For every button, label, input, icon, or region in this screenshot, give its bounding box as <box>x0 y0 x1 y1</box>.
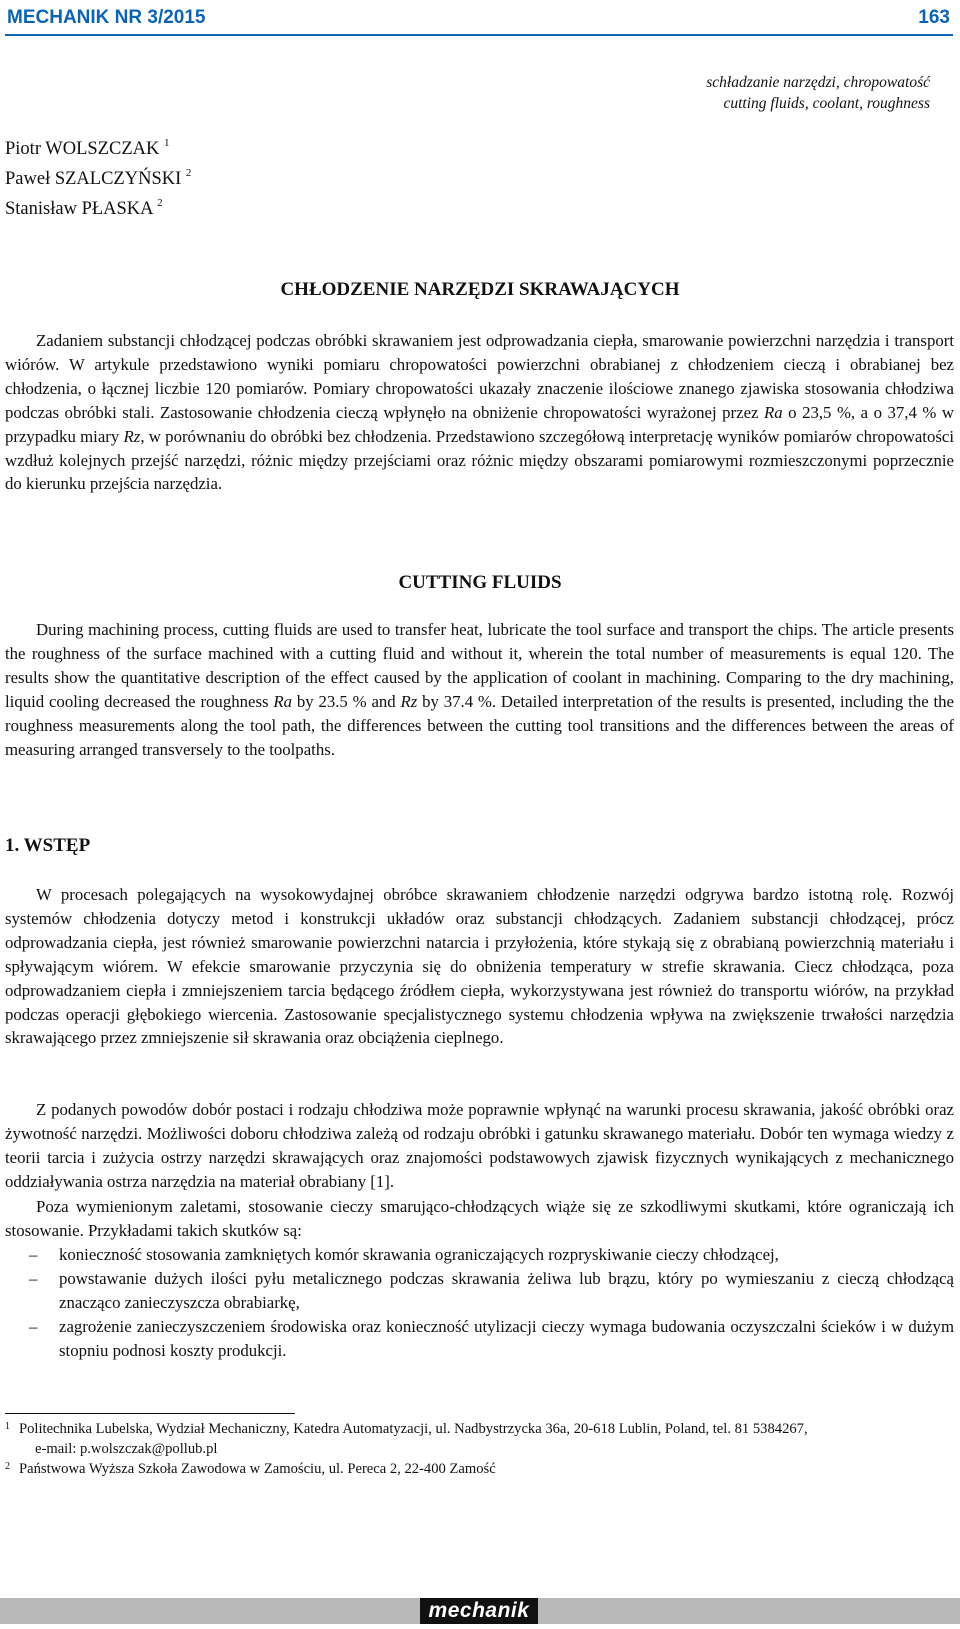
article-title-en: CUTTING FLUIDS <box>398 572 562 593</box>
footnote: 1 Politechnika Lubelska, Wydział Mechaniczny, Katedra Automatyzacji, ul. Nadbystrzycka 36a, 20-618 Lublin, Poland, tel. 81 5384267, e-mail: p.wolszczak@pollub.pl <box>5 1419 954 1459</box>
author: Stanisław PŁASKA $^2$ <box>5 197 163 219</box>
effects-list <box>5 1243 954 1363</box>
list-dash: – <box>29 1316 38 1336</box>
abstract-pl: Zadaniem substancji chłodzącej podczas obróbki skrawaniem jest odprowadzania ciepła, smarowanie powierzchni narzędzia i transport wiórów. W artykule przedstawiono wyniki pomiaru chropowatości powierzchni obrabianej z chłodzeniem cieczą i obrabianej bez chłodzenia, o łącznej liczbie 120 pomiarów. Pomiary chropowatości ukazały znaczenie ilościowe znanego zjawiska stosowania chłodziwa podczas obróbki stali. Zastosowanie chłodzenia cieczą wpłynęło na obniżenie chropowatości wyrażonej przez Ra o 23,5 %, a o 37,4 % w przypadku miary Rz, w porównaniu do obróbki bez chłodzenia. Przedstawiono szczegółową interpretację wyników pomiarów chropowatości wzdłuż kolejnych przejść narzędzi, różnic między przejściami oraz różnic między obszarami pomiarowymi rozmieszczonymi poprzecznie do kierunku przejścia narzędzia. <box>5 331 954 494</box>
section-heading: 1. WSTĘP <box>5 835 91 856</box>
keywords <box>706 72 930 114</box>
page-number: 163 <box>918 7 950 28</box>
mechanik-logo: mechanik <box>420 1598 538 1624</box>
footnote-rule <box>5 1413 295 1414</box>
list-item: – zagrożenie zanieczyszczeniem środowiska oraz konieczność utylizacji cieczy wymaga budowania oczyszczalni ścieków i w dużym stopniu podnosi koszty produkcji. <box>29 1316 954 1360</box>
running-header <box>5 4 953 36</box>
list-item: – konieczność stosowania zamkniętych komór skrawania ograniczających rozpryskiwanie cieczy chłodzącej, <box>5 1243 954 1267</box>
list-dash: – <box>29 1245 38 1264</box>
list-dash: – <box>29 1268 38 1288</box>
list-item: – powstawanie dużych ilości pyłu metalicznego podczas skrawania żeliwa lub brązu, który po wymieszaniu z cieczą chłodzącą znacząco zanieczyszcza obrabiarkę, <box>29 1268 954 1312</box>
affiliation-mark: 2 <box>185 167 192 179</box>
abstract-en: During machining process, cutting fluids are used to transfer heat, lubricate the tool surface and transport the chips. The article presents the roughness of the surface machined with a cutting fluid and without it, wherein the total number of measurements is equal 120. The results show the quantitative description of the effect caused by the application of coolant in machining. Comparing to the dry machining, liquid cooling decreased the roughness Ra by 23.5 % and Rz by 37.4 %. Detailed interpretation of the results is presented, including the the roughness measurements along the tool path, the differences between the cutting tool transitions and the differences between the areas of measuring arranged transversely to the toolpaths. <box>5 620 954 759</box>
body-paragraph: Z podanych powodów dobór postaci i rodzaju chłodziwa może poprawnie wpłynąć na warunki procesu skrawania, jakość obróbki oraz żywotność narzędzi. Możliwości doboru chłodziwa zależą od rodzaju obróbki i gatunku skrawanego materiału. Dobór ten wymaga wiedzy z teorii tarcia i zużycia ostrzy narzędzi skrawających oraz znajomości podstawowych zjawisk fizycznych wynikających z mechanicznego oddziaływania ostrza narzędzia na materiał obrabiany [1]. <box>5 1100 954 1191</box>
journal-title: MECHANIK NR 3/2015 <box>7 7 206 28</box>
footnote-number: 2 <box>5 1461 10 1472</box>
footnote: 2 Państwowa Wyższa Szkoła Zawodowa w Zamościu, ul. Pereca 2, 22-400 Zamość <box>5 1459 954 1479</box>
author-list <box>5 131 191 221</box>
body-paragraph: W procesach polegających na wysokowydajnej obróbce skrawaniem chłodzenie narzędzi odgrywa bardzo istotną rolę. Rozwój systemów chłodzenia dotyczy metod i konstrukcji układów oraz substancji chłodzących. Zadaniem substancji chłodzącej, prócz odprowadzania ciepła, jest również smarowanie powierzchni natarcia i przyłożenia, które stykają się z obrabianą powierzchnią materiału i spływającym wiórem. W efekcie smarowanie przyczynia się do obniżenia temperatury w strefie skrawania. Ciecz chłodząca, poza odprowadzaniem ciepła i zmniejszeniem tarcia będącego źródłem ciepła, wykorzystywana jest również do transportu wiórów, na przykład podczas operacji głębokiego wiercenia. Zastosowanie specjalistycznego systemu chłodzenia wpływa na zwiększenie trwałości narzędzia skrawającego przez zmniejszenie sił skrawania oraz obciążenia cieplnego. <box>5 885 954 1048</box>
affiliation-mark: 1 <box>163 137 170 149</box>
author: Paweł SZALCZYŃSKI $^2$ <box>5 167 192 189</box>
article-title-pl: CHŁODZENIE NARZĘDZI SKRAWAJĄCYCH <box>280 279 680 300</box>
affiliation-mark: 2 <box>157 197 163 209</box>
author: Piotr WOLSZCZAK $^1$ <box>5 137 170 159</box>
footnote-number: 1 <box>5 1421 10 1432</box>
body-paragraph: Poza wymienionym zaletami, stosowanie cieczy smarująco-chłodzących wiąże się ze szkodliwymi skutkami, które ograniczają ich stosowanie. Przykładami takich skutków są: <box>5 1197 954 1240</box>
keywords-pl: schładzanie narzędzi, chropowatość <box>706 74 930 91</box>
keywords-en: cutting fluids, coolant, roughness <box>723 95 930 112</box>
footnotes <box>5 1419 954 1479</box>
footnote-email: e-mail: p.wolszczak@pollub.pl <box>35 1441 218 1457</box>
